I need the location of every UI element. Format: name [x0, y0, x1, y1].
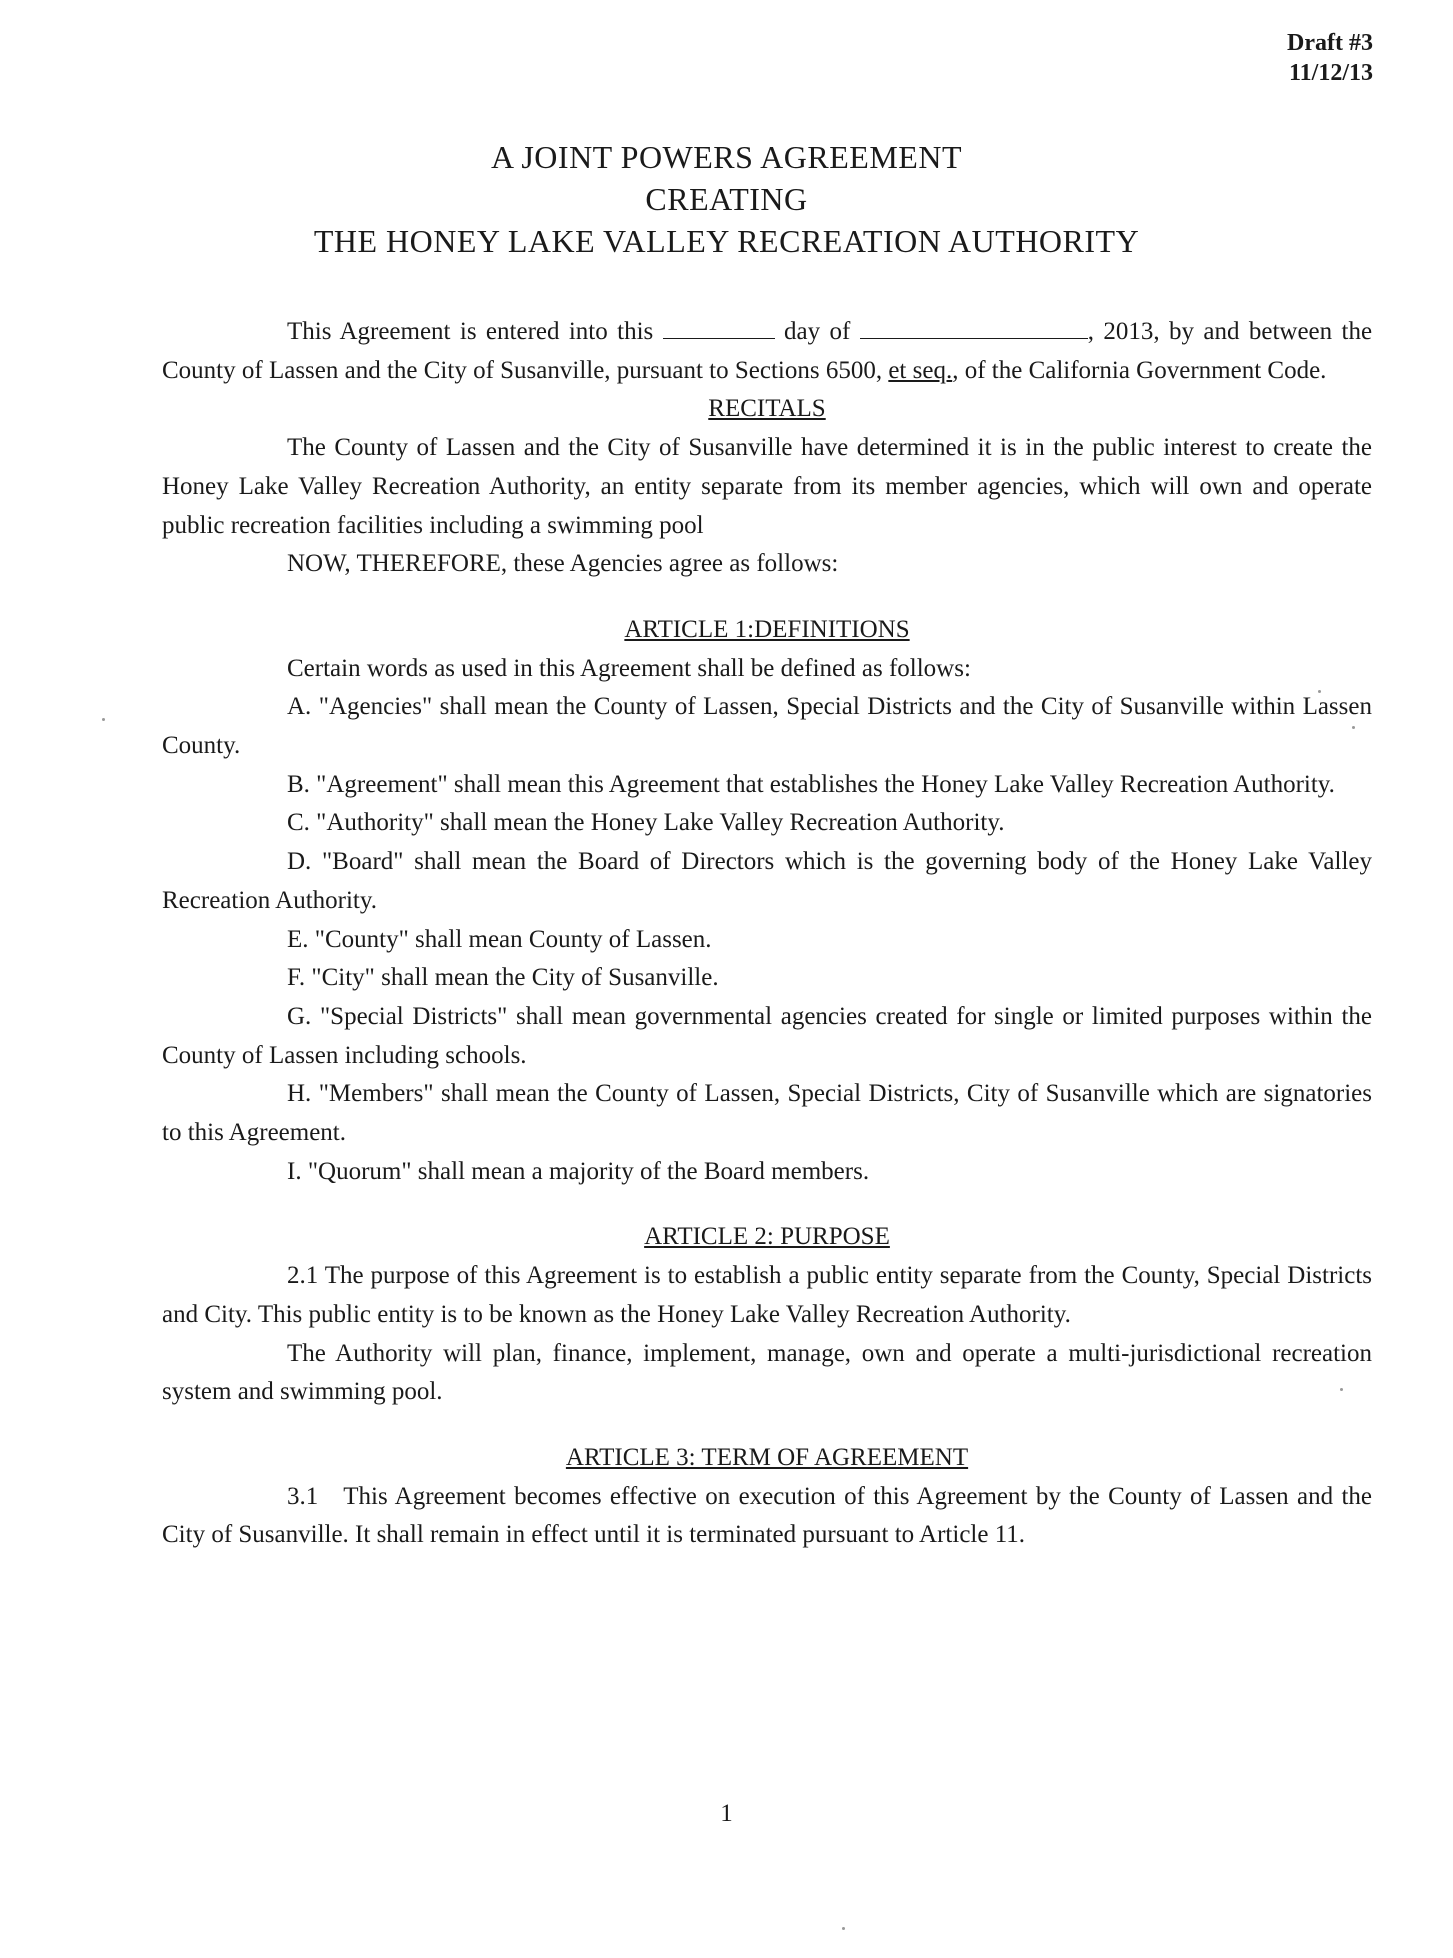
recitals-paragraph: The County of Lassen and the City of Susanville have determined it is in the public interest to create the Honey Lake Valley Recreation Authority, an entity separate from its member agencies, which will own and operate public recreation facilities including a swimming pool: [162, 434, 1372, 539]
scan-speck: [1340, 1388, 1343, 1391]
day-blank: [663, 318, 775, 339]
intro-text-d: , of the California Government Code.: [952, 356, 1327, 384]
intro-paragraph: [162, 313, 1372, 390]
definition-item: B. "Agreement" shall mean this Agreement that establishes the Honey Lake Valley Recreation Authority.: [287, 770, 1335, 798]
definitions-intro: Certain words as used in this Agreement shall be defined as follows:: [287, 654, 971, 682]
recitals-heading: RECITALS: [708, 395, 826, 423]
definition-item: G. "Special Districts" shall mean governmental agencies created for single or limited purposes within the County of Lassen including schools.: [162, 1002, 1372, 1069]
spacer: [162, 1412, 1372, 1439]
article-1-heading: ARTICLE 1:DEFINITIONS: [624, 615, 910, 643]
article-3-heading: ARTICLE 3: TERM OF AGREEMENT: [565, 1443, 969, 1471]
purpose-paragraph: 2.1 The purpose of this Agreement is to establish a public entity separate from the County, Special Districts and City. This public entity is to be known as the Honey Lake Valley Recreation Authority.: [162, 1262, 1372, 1328]
definition-item: D. "Board" shall mean the Board of Directors which is the governing body of the Honey Lake Valley Recreation Authority.: [162, 848, 1372, 914]
definition-item: I. "Quorum" shall mean a majority of the Board members.: [287, 1157, 870, 1185]
spacer: [162, 584, 1372, 611]
intro-text-a: This Agreement is entered into this: [287, 318, 654, 345]
scan-speck: [102, 718, 105, 721]
draft-stamp: [1287, 28, 1373, 88]
definition-item: E. "County" shall mean County of Lassen.: [287, 925, 712, 953]
article-2-heading: ARTICLE 2: PURPOSE: [644, 1223, 890, 1251]
draft-date: 11/12/13: [1288, 60, 1373, 86]
definition-item: H. "Members" shall mean the County of Lassen, Special Districts, City of Susanville which are signatories to this Agreement.: [162, 1080, 1372, 1147]
page-number: 1: [720, 1800, 733, 1827]
intro-text-c: , 2013, by and between the County of Lassen and the City of Susanville, pursuant to Sections 6500,: [162, 318, 1373, 384]
scan-speck: [842, 1927, 845, 1930]
scan-speck: [1352, 726, 1355, 729]
document-title: [0, 136, 1453, 262]
term-paragraph: 3.1 This Agreement becomes effective on execution of this Agreement by the County of Lassen and the City of Susanville. It shall remain in effect until it is terminated pursuant to Article 11.: [162, 1482, 1372, 1549]
definition-item: C. "Authority" shall mean the Honey Lake Valley Recreation Authority.: [287, 809, 1005, 837]
title-line-2: CREATING: [645, 181, 808, 217]
now-therefore-paragraph: NOW, THEREFORE, these Agencies agree as follows:: [287, 550, 839, 578]
document-body: [162, 313, 1372, 1555]
draft-number: Draft #3: [1287, 30, 1373, 56]
definition-item: A. "Agencies" shall mean the County of Lassen, Special Districts and the City of Susanville within Lassen County.: [162, 693, 1372, 760]
et-seq: et seq.: [888, 356, 953, 384]
title-line-3: THE HONEY LAKE VALLEY RECREATION AUTHORITY: [313, 223, 1140, 259]
scan-speck: [1318, 690, 1321, 693]
intro-text-b: day of: [784, 318, 851, 345]
definition-item: F. "City" shall mean the City of Susanville.: [287, 964, 719, 992]
title-line-1: A JOINT POWERS AGREEMENT: [491, 139, 962, 175]
authority-paragraph: The Authority will plan, finance, implement, manage, own and operate a multi-jurisdictional recreation system and swimming pool.: [162, 1339, 1372, 1406]
month-blank: [860, 318, 1088, 339]
spacer: [162, 1191, 1372, 1218]
